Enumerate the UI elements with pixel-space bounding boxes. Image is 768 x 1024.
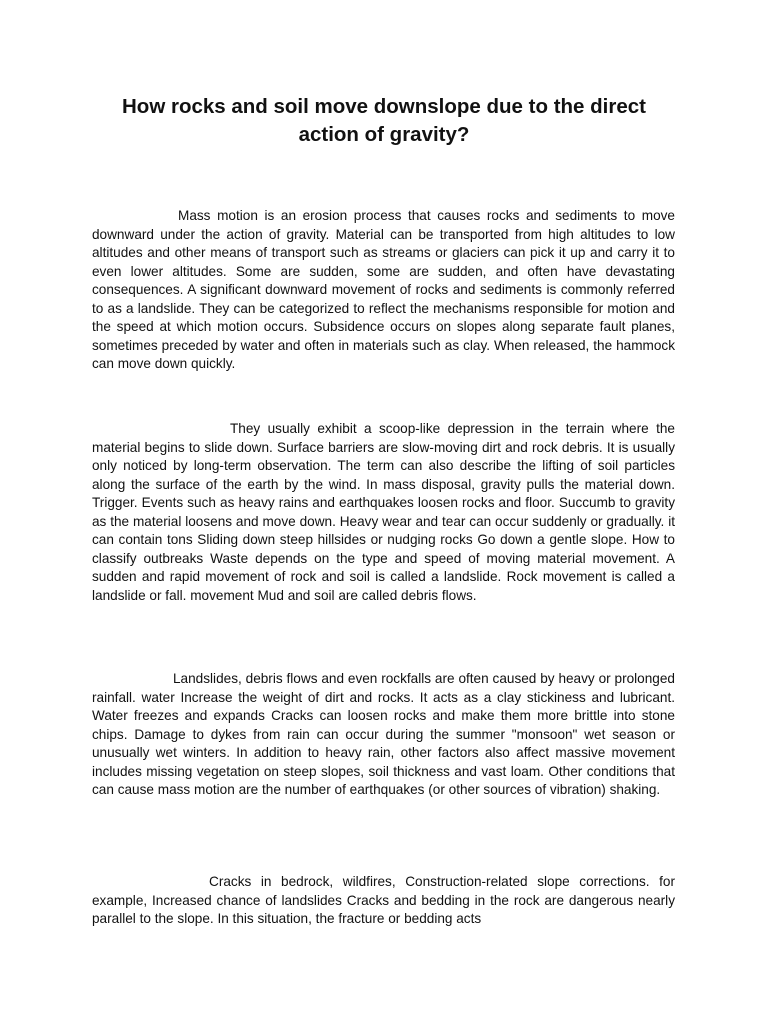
paragraph-1: Mass motion is an erosion process that causes rocks and sediments to move downward under the action of gravity. Material can be transported from high altitudes to low altitudes and other means of transport such as streams or glaciers can pick it up and carry it to even lower altitudes. Some are sudden, some are sudden, and often have devastating consequences. A significant downward movement of rocks and sediments is commonly referred to as a landslide. They can be categorized to reflect the mechanisms responsible for motion and the speed at which motion occurs. Subsidence occurs on slopes along separate fault planes, sometimes preceded by water and often in materials such as clay. When released, the hammock can move down quickly. (92, 208, 675, 371)
document-title: How rocks and soil move downslope due to the direct action of gravity? (122, 95, 646, 146)
paragraph-3: Landslides, debris flows and even rockfalls are often caused by heavy or prolonged rainfall. water Increase the weight of dirt and rocks. It acts as a clay stickiness and lubricant. Water freezes and expands Cracks can loosen rocks and make them more brittle into stone chips. Damage to dykes from rain can occur during the summer "monsoon" wet season or unusually wet winters. In addition to heavy rain, other factors also affect massive movement includes missing vegetation on steep slopes, soil thickness and vast loam. Other conditions that can cause mass motion are the number of earthquakes (or other sources of vibration) shaking. (92, 671, 675, 797)
paragraph-4: Cracks in bedrock, wildfires, Construction-related slope corrections. for example, Increased chance of landslides Cracks and bedding in the rock are dangerous nearly parallel to the slope. In this situation, the fracture or bedding acts (92, 874, 675, 926)
paragraph-2: They usually exhibit a scoop-like depression in the terrain where the material begins to slide down. Surface barriers are slow-moving dirt and rock debris. It is usually only noticed by long-term observation. The term can also describe the lifting of soil particles along the surface of the earth by the wind. In mass disposal, gravity pulls the material down. Trigger. Events such as heavy rains and earthquakes loosen rocks and floor. Succumb to gravity as the material loosens and move down. Heavy wear and tear can occur suddenly or gradually. it can contain tons Sliding down steep hillsides or nudging rocks Go down a gentle slope. How to classify outbreaks Waste depends on the type and speed of moving material movement. A sudden and rapid movement of rock and soil is called a landslide. Rock movement is called a landslide or fall. movement Mud and soil are called debris flows. (92, 421, 675, 603)
